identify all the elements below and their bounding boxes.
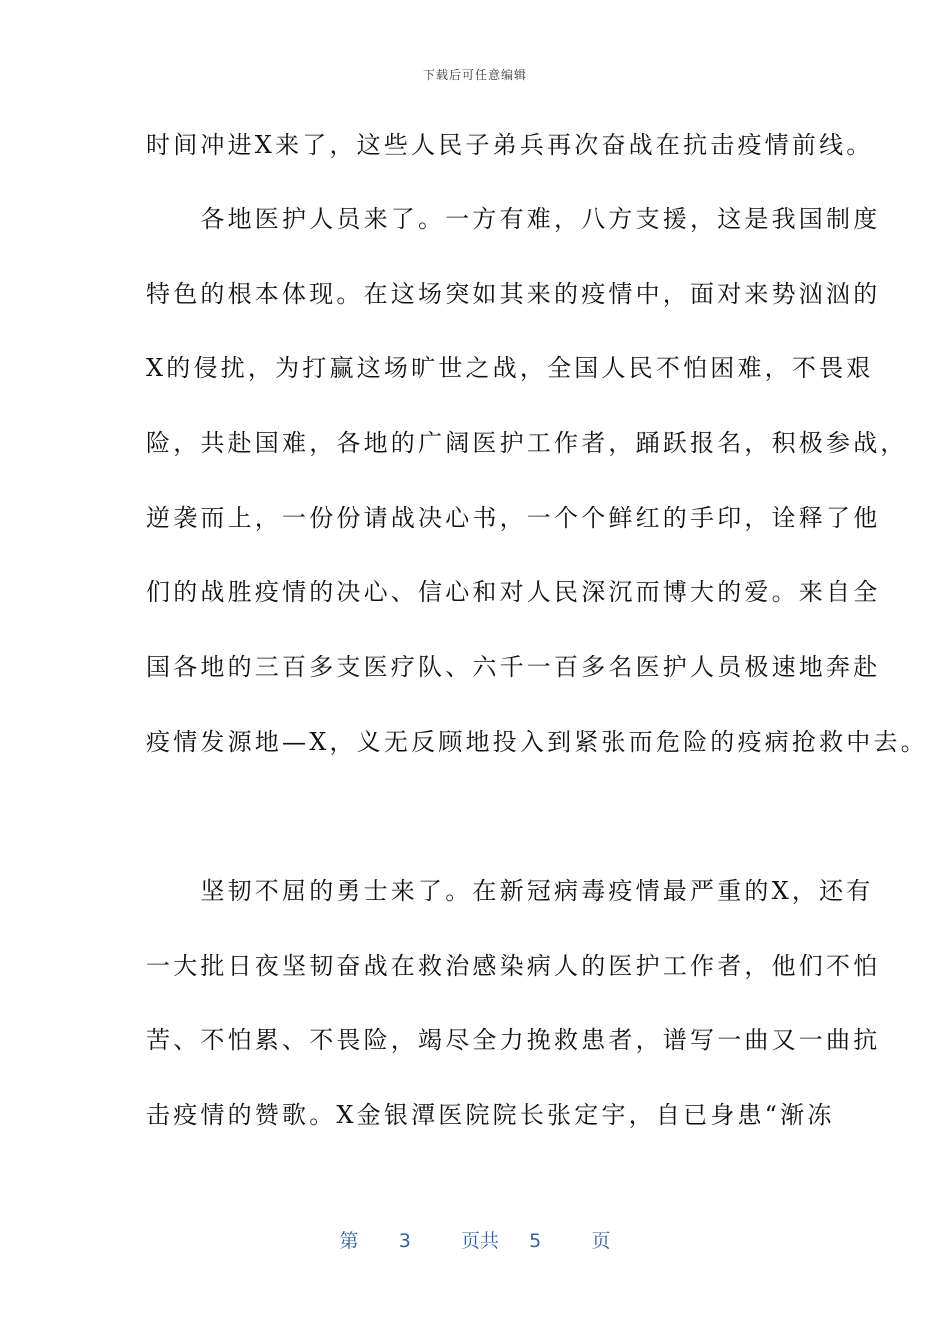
text-line: 险，共赴国难，各地的广阔医护工作者，踊跃报名，积极参战，: [146, 429, 908, 457]
footer-middle: 页共: [461, 1230, 500, 1252]
text-line: X的侵扰，为打赢这场旷世之战，全国人民不怕困难，不畏艰: [146, 354, 874, 382]
text-line: 击疫情的赞歌。X金银潭医院院长张定宇，自已身患“渐冻: [146, 1101, 835, 1129]
text-line: 逆袭而上，一份份请战决心书，一个个鲜红的手印，诠释了他: [146, 504, 881, 532]
text-line: 特色的根本体现。在这场突如其来的疫情中，面对来势汹汹的: [146, 280, 881, 308]
text-line: 一大批日夜坚韧奋战在救治感染病人的医护工作者，他们不怕: [146, 952, 881, 980]
text-line: 疫情发源地—X，义无反顾地投入到紧张而危险的疫病抢救中去。: [146, 728, 928, 756]
page-footer: [0, 1226, 950, 1253]
text-line: 们的战胜疫情的决心、信心和对人民深沉而博大的爱。来自全: [146, 578, 881, 606]
total-page-count: 5: [529, 1230, 542, 1252]
text-line: 国各地的三百多支医疗队、六千一百多名医护人员极速地奔赴: [146, 653, 881, 681]
page-header: 下载后可任意编辑: [422, 68, 527, 82]
text-line: 坚韧不屈的勇士来了。在新冠病毒疫情最严重的X，还有: [146, 877, 874, 905]
footer-suffix: 页: [591, 1230, 611, 1252]
text-line: 各地医护人员来了。一方有难，八方支援，这是我国制度: [146, 205, 881, 233]
text-line: 时间冲进X来了，这些人民子弟兵再次奋战在抗击疫情前线。: [146, 131, 874, 159]
current-page-number: 3: [398, 1230, 411, 1252]
footer-prefix: 第: [339, 1230, 359, 1252]
text-line: 苦、不怕累、不畏险，竭尽全力挽救患者，谱写一曲又一曲抗: [146, 1026, 881, 1054]
